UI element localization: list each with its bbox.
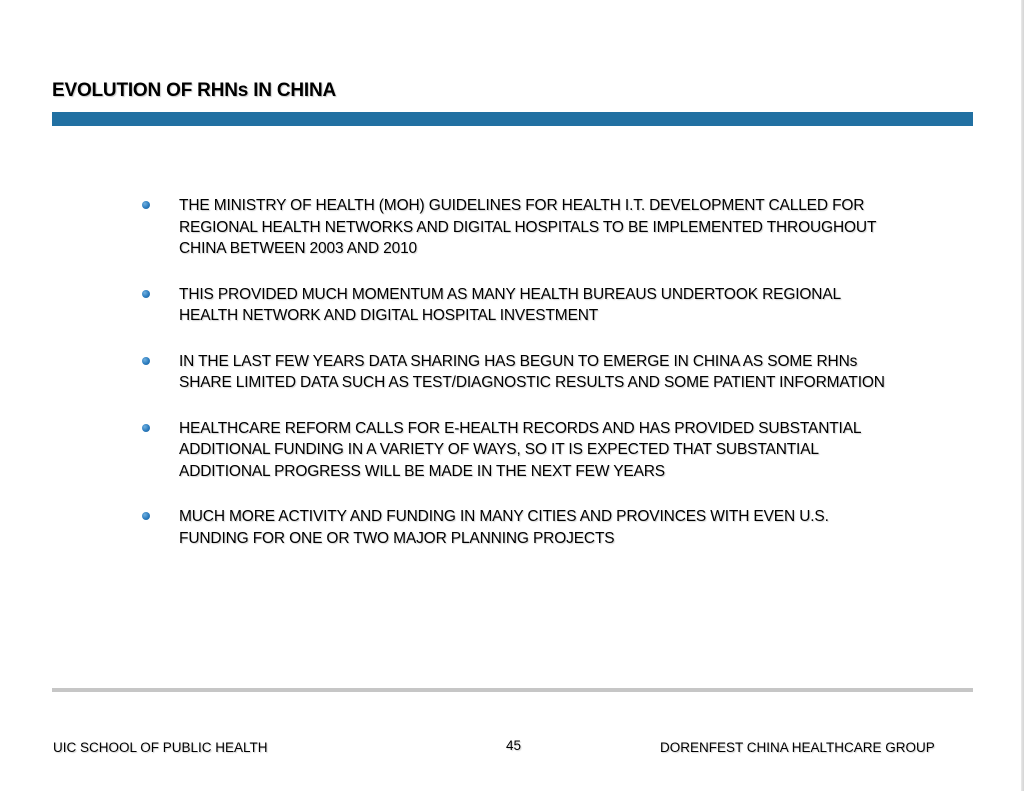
bullet-item (140, 284, 885, 327)
title-accent-bar (52, 112, 973, 126)
bullet-dot-icon (142, 424, 150, 432)
footer-organization: UIC SCHOOL OF PUBLIC HEALTH (53, 740, 268, 755)
bullet-text: IN THE LAST FEW YEARS DATA SHARING HAS BEGUN TO EMERGE IN CHINA AS SOME RHNs SHARE LIMITED DATA SUCH AS TEST/DIAGNOSTIC RESULTS AND SOME PATIENT INFORMATION (179, 352, 885, 391)
bullet-text: HEALTHCARE REFORM CALLS FOR E-HEALTH RECORDS AND HAS PROVIDED SUBSTANTIAL ADDITIONAL FUNDING IN A VARIETY OF WAYS, SO IT IS EXPECTED THAT SUBSTANTIAL ADDITIONAL PROGRESS WILL BE MADE IN THE NEXT FEW YEARS (179, 419, 861, 480)
bullet-item (140, 351, 885, 394)
page-number: 45 (506, 738, 522, 753)
bullet-item (140, 195, 885, 260)
slide-title: EVOLUTION OF RHNs IN CHINA (52, 80, 337, 101)
footer-divider (52, 688, 973, 692)
bullet-dot-icon (142, 201, 150, 209)
bullet-dot-icon (142, 290, 150, 298)
bullet-text: THE MINISTRY OF HEALTH (MOH) GUIDELINES FOR HEALTH I.T. DEVELOPMENT CALLED FOR REGIONAL HEALTH NETWORKS AND DIGITAL HOSPITALS TO BE IMPLEMENTED THROUGHOUT CHINA BETWEEN 2003 AND 2010 (179, 197, 876, 257)
bullet-text: THIS PROVIDED MUCH MOMENTUM AS MANY HEALTH BUREAUS UNDERTOOK REGIONAL HEALTH NETWORK AND DIGITAL HOSPITAL INVESTMENT (179, 285, 841, 324)
bullet-item (140, 418, 885, 483)
bullet-dot-icon (142, 512, 150, 520)
bullet-list (140, 195, 885, 573)
bullet-item (140, 506, 885, 549)
footer-company: DORENFEST CHINA HEALTHCARE GROUP (660, 740, 935, 755)
bullet-text: MUCH MORE ACTIVITY AND FUNDING IN MANY CITIES AND PROVINCES WITH EVEN U.S. FUNDING FOR ONE OR TWO MAJOR PLANNING PROJECTS (179, 508, 829, 547)
bullet-dot-icon (142, 357, 150, 365)
